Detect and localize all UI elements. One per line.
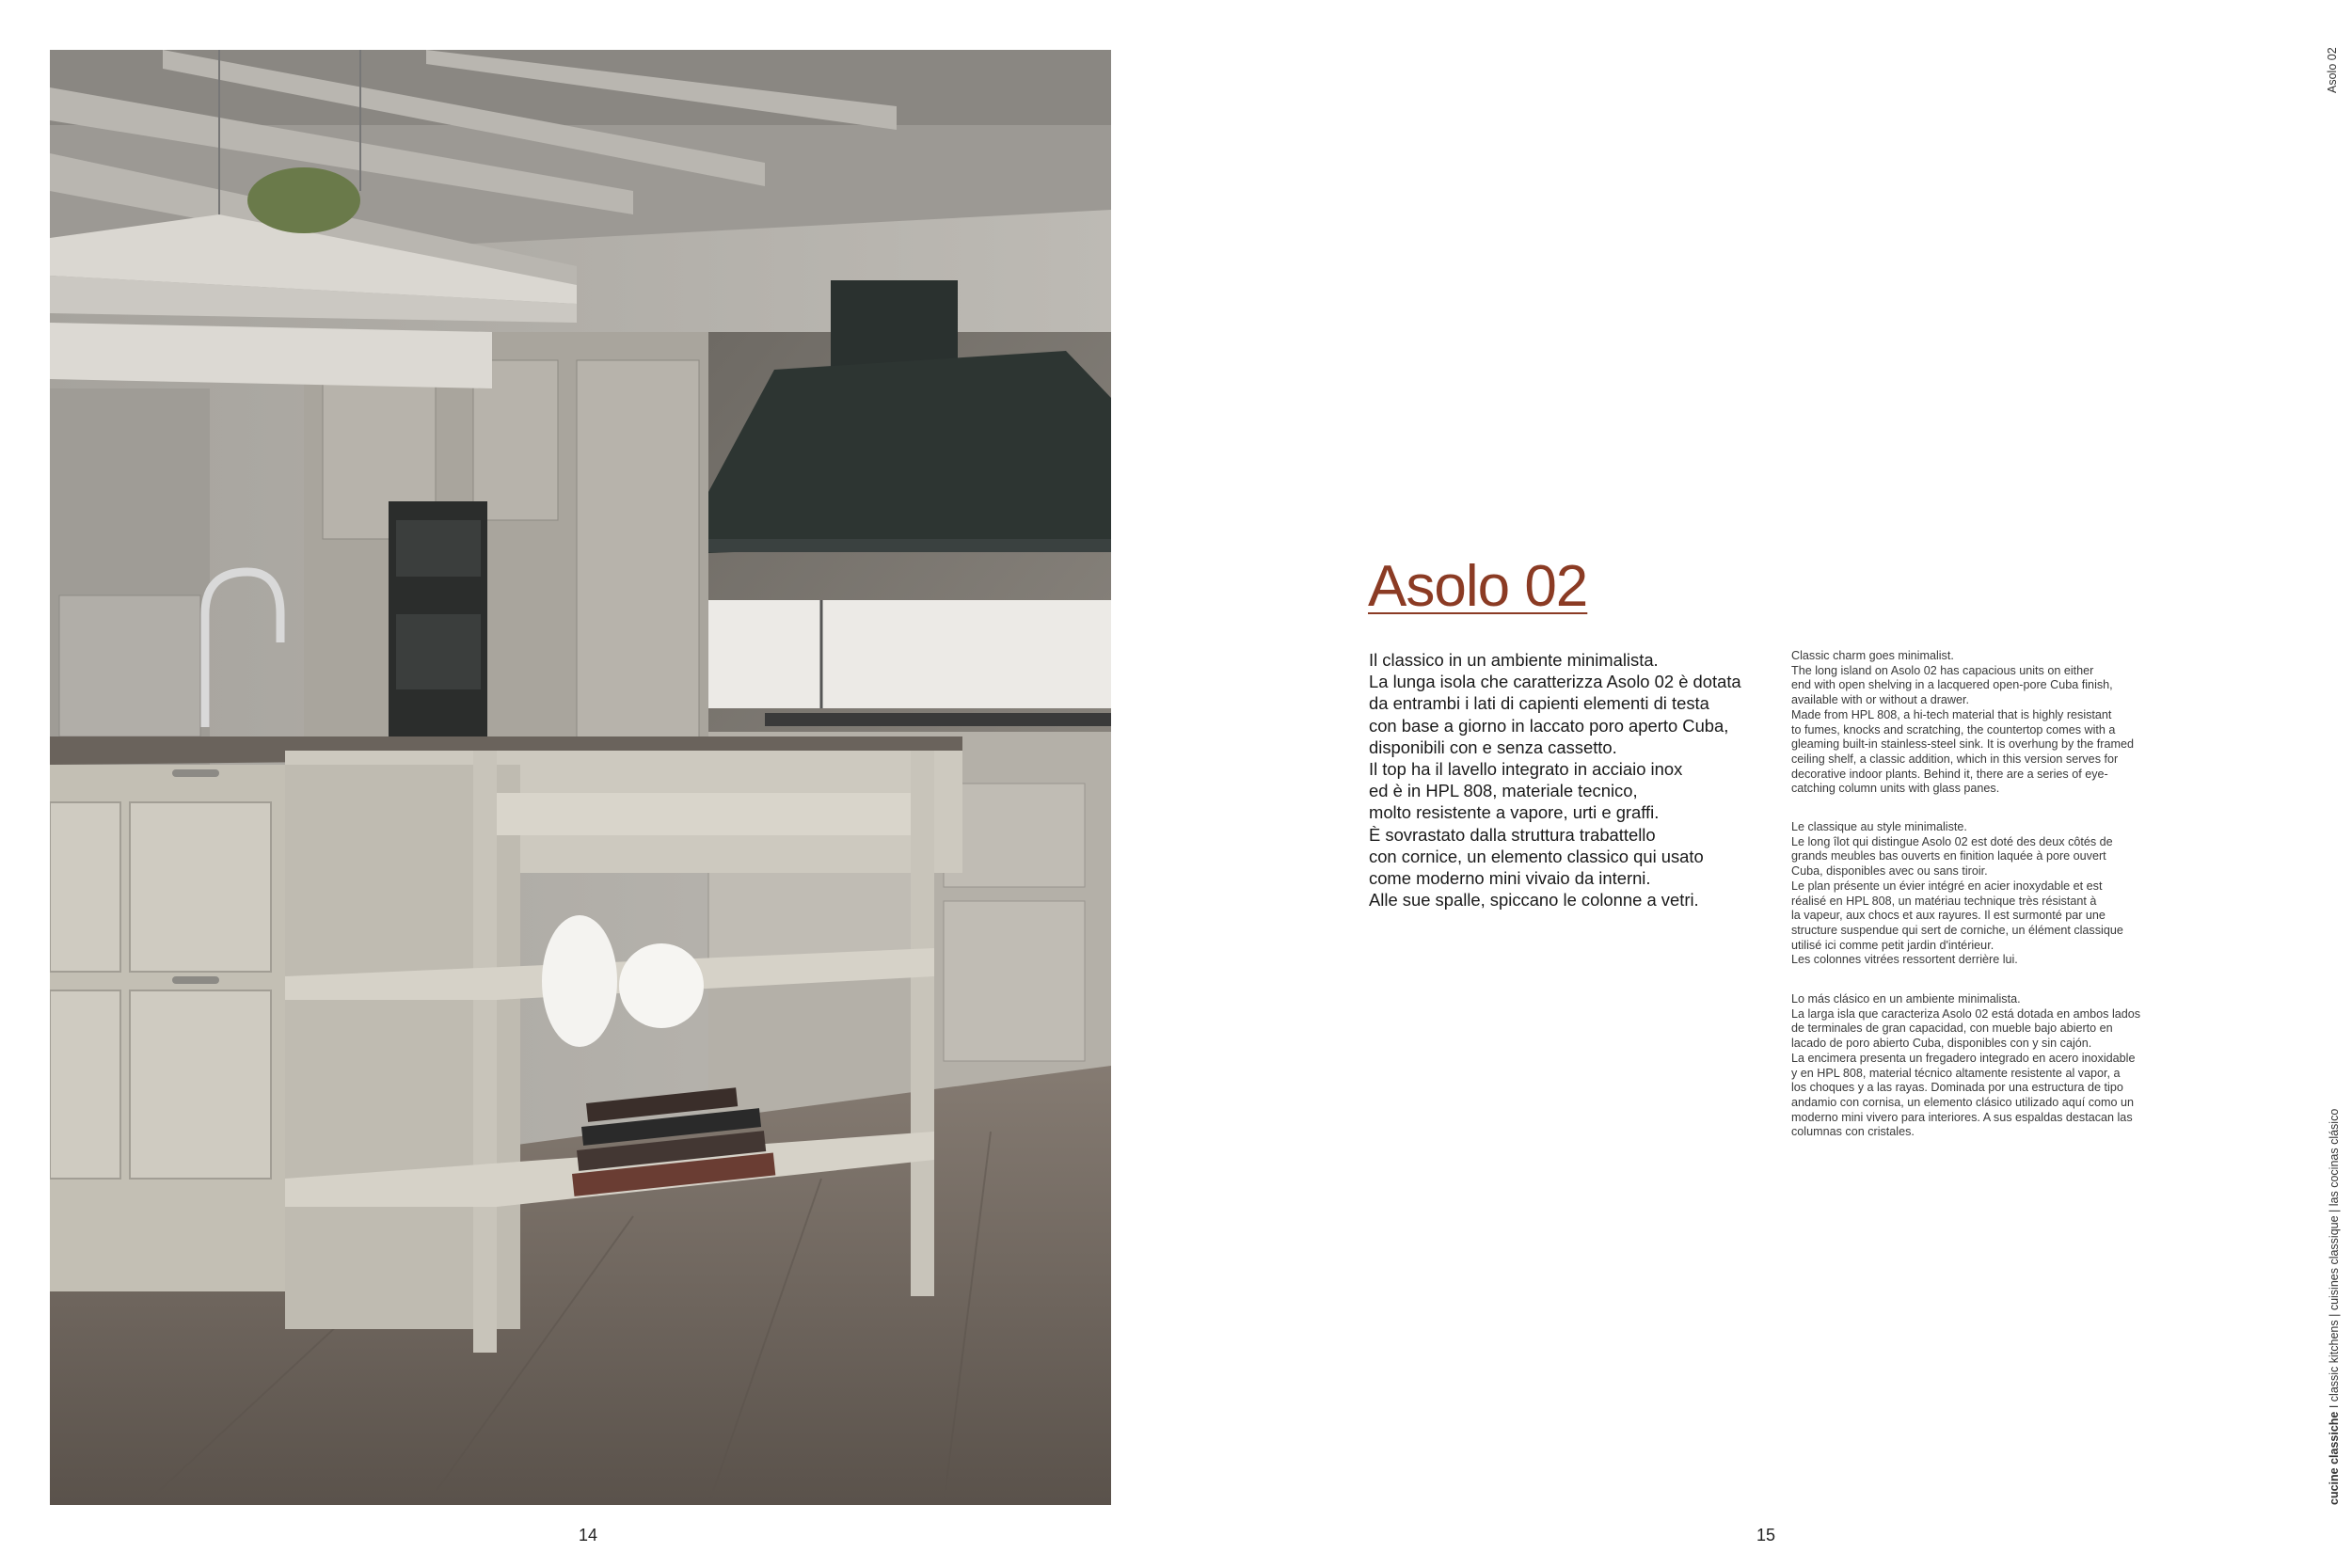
text-line: structure suspendue qui sert de corniche, un élément classique	[1791, 923, 2123, 937]
side-product-code: Asolo 02	[2326, 47, 2339, 93]
text-line: la vapeur, aux chocs et aux rayures. Il est surmonté par une	[1791, 909, 2106, 923]
text-line: Les colonnes vitrées ressortent derrière lui.	[1791, 953, 2018, 967]
text-line: da entrambi i lati di capienti elementi di testa	[1369, 693, 1709, 714]
side-category-rest: I classic kitchens | cuisines classique | las cocinas clásico	[2328, 1108, 2341, 1412]
text-line: Il top ha il lavello integrato in acciaio inox	[1369, 759, 1683, 780]
text-line: con cornice, un elemento classico qui usato	[1369, 846, 1704, 866]
text-line: come moderno mini vivaio da interni.	[1369, 868, 1651, 889]
text-es	[1791, 992, 2205, 1140]
white-jug	[542, 915, 617, 1047]
text-line: Alle sue spalle, spiccano le colonne a vetri.	[1369, 890, 1699, 911]
text-line: decorative indoor plants. Behind it, there are a series of eye-	[1791, 767, 2108, 781]
page-number-left: 14	[579, 1526, 598, 1544]
text-line: ed è in HPL 808, materiale tecnico,	[1369, 781, 1638, 801]
page-title: Asolo 02	[1368, 554, 1588, 619]
text-line: lacado de poro abierto Cuba, disponibles con y sin cajón.	[1791, 1037, 2092, 1051]
white-vase	[619, 943, 704, 1028]
text-line: disponibili con e senza cassetto.	[1369, 736, 1617, 757]
text-line: La lunga isola che caratterizza Asolo 02 è dotata	[1369, 672, 1741, 692]
text-line: La larga isla que caracteriza Asolo 02 está dotada en ambos lados	[1791, 1006, 2141, 1021]
intro-text-it	[1369, 649, 1745, 911]
text-line: y en HPL 808, material técnico altamente resistente al vapor, a	[1791, 1066, 2121, 1080]
text-fr	[1791, 820, 2205, 968]
side-category	[2328, 1109, 2341, 1505]
text-line: de terminales de gran capacidad, con mueble bajo abierto en	[1791, 1022, 2113, 1036]
text-line: Le classique au style minimaliste.	[1791, 820, 1967, 833]
text-line: end with open shelving in a lacquered open-pore Cuba finish,	[1791, 678, 2113, 692]
text-line: The long island on Asolo 02 has capacious units on either	[1791, 663, 2094, 677]
text-line: gleaming built-in stainless-steel sink. It is overhung by the framed	[1791, 737, 2134, 752]
text-line: andamio con cornisa, un elemento clásico utilizado aquí como un	[1791, 1095, 2135, 1109]
text-line: available with or without a drawer.	[1791, 693, 1970, 707]
text-line: réalisé en HPL 808, un matériau technique très résistant à	[1791, 894, 2097, 908]
text-line: to fumes, knocks and scratching, the countertop comes with a	[1791, 722, 2116, 736]
cooktop	[765, 713, 1111, 726]
text-line: È sovrastato dalla struttura trabattello	[1369, 824, 1656, 845]
text-line: Lo más clásico en un ambiente minimalista.	[1791, 992, 2021, 1006]
text-line: columnas con cristales.	[1791, 1125, 1915, 1139]
text-en	[1791, 649, 2205, 797]
text-line: Classic charm goes minimalist.	[1791, 649, 1954, 662]
text-line: Le plan présente un évier intégré en acier inoxydable et est	[1791, 879, 2103, 893]
text-line: utilisé ici comme petit jardin d'intérieur.	[1791, 938, 1994, 952]
text-line: grands meubles bas ouverts en finition laquée à pore ouvert	[1791, 849, 2106, 863]
text-line: catching column units with glass panes.	[1791, 782, 2000, 796]
kitchen-illustration	[50, 50, 1111, 1505]
text-line: Made from HPL 808, a hi-tech material that is highly resistant	[1791, 707, 2112, 721]
text-line: Le long îlot qui distingue Asolo 02 est doté des deux côtés de	[1791, 834, 2113, 848]
side-category-bold: cucine classiche	[2328, 1411, 2341, 1505]
text-line: La encimera presenta un fregadero integrado en acero inoxidable	[1791, 1051, 2136, 1065]
text-line: Cuba, disponibles avec ou sans tiroir.	[1791, 864, 1988, 879]
page-number-right: 15	[1756, 1526, 1776, 1544]
text-line: ceiling shelf, a classic addition, which in this version serves for	[1791, 752, 2119, 766]
text-line: los choques y a las rayas. Dominada por una estructura de tipo	[1791, 1081, 2123, 1095]
glass-panel	[708, 600, 1111, 708]
text-line: Il classico in un ambiente minimalista.	[1369, 650, 1659, 670]
text-line: molto resistente a vapore, urti e graffi.	[1369, 802, 1660, 823]
text-line: moderno mini vivero para interiores. A sus espaldas destacan las	[1791, 1110, 2133, 1124]
kitchen-photo	[50, 50, 1111, 1505]
text-line: con base a giorno in laccato poro aperto Cuba,	[1369, 715, 1729, 736]
